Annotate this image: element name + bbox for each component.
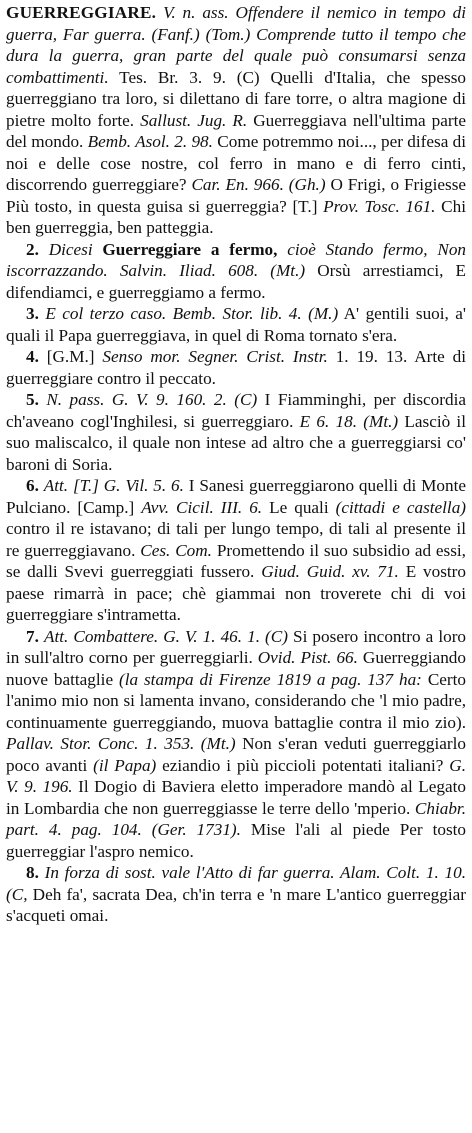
sense-5-quote-2: Lasciò il suo maliscalco, il quale non intese ad altro che a guerreggiarsi co' baroni di Soria. xyxy=(6,411,466,474)
sense-6 xyxy=(6,475,466,626)
quote-car: O Frigi, o Frigiesse Più tosto, in questa guisa si guerreggia? [T.] xyxy=(6,175,467,216)
sense-2-quote: Orsù arrestiamci, E difendiamci, e guerreggiamo a fermo. xyxy=(6,261,467,302)
entry-guerreggiare xyxy=(6,2,466,239)
sense-5-citation: E 6. 18. (Mt.) xyxy=(299,411,399,431)
sense-6-citation-2: Ces. Com. xyxy=(140,540,212,560)
citation-tes-br: Tes. Br. 3. 9. (C) Quelli d'Italia, che spesso guerreggiano tra loro, si dilettano di fare torre, o altra magione di pietre molto forte. xyxy=(6,67,466,130)
sense-5 xyxy=(6,389,466,475)
sense-6-aside: (cittadi e castella) xyxy=(335,497,467,517)
sense-number: 4. xyxy=(26,347,39,366)
sense-6-quote-3: Promettendo il suo subsidio ad essi, se dalli Svevi guerreggiati fussero. xyxy=(6,540,466,581)
sense-5-quote-1: I Fiamminghi, per discordia ch'aveano cogl'Inghilesi, si guerreggiaro. xyxy=(6,390,466,431)
sense-4 xyxy=(6,346,466,389)
grammar-label: V. n. ass. xyxy=(163,3,229,22)
sense-7-aside: (il Papa) xyxy=(93,755,157,775)
sense-7-quote-6: Mise l'ali al piede Per tosto guerreggiar l'aspro nemico. xyxy=(6,820,467,861)
sense-7-quote-1: Si posero incontro a loro in sull'altro corno per guerreggiarli. xyxy=(6,626,467,667)
source-tom: (Tom.) xyxy=(205,24,251,44)
citation-bemb: Bemb. Asol. 2. 98. xyxy=(87,132,213,151)
sense-number: 3. xyxy=(26,304,39,323)
sense-6-gloss: Att. [T.] G. Vil. 5. 6. xyxy=(43,476,184,495)
sense-7-quote-3: Certo l'animo mio non si lamenta invano, considerando che 'l mio padre, continuamente guerreggiando, muova battaglie contra il mio zio). xyxy=(6,669,466,732)
citation-sallust: Sallust. Jug. R. xyxy=(140,110,248,130)
sense-6-citation-3: Giud. Guid. xv. 71. xyxy=(261,562,399,581)
sense-7-citation-2: Pallav. Stor. Conc. 1. 353. (Mt.) xyxy=(6,734,236,753)
sense-2-gloss: cioè Stando fermo, Non iscorrazzando. Salvin. Iliad. 608. (Mt.) xyxy=(6,239,467,280)
sense-number: 7. xyxy=(26,626,39,646)
sense-number: 6. xyxy=(26,476,39,495)
sense-6-quote-2a: Le quali xyxy=(269,497,329,517)
quote-prov-tosc: Chi ben guerreggia, ben patteggia. xyxy=(6,196,466,237)
sense-6-quote-4: E vostro paese rimarrà in pace; chè giammai non troverete chi di voi guerreggiare s'intrametta. xyxy=(6,562,466,624)
sense-8-quote: Deh fa', sacrata Dea, ch'in terra e 'n mare L'antico guerreggiar s'acqueti omai. xyxy=(6,884,467,925)
headword: GUERREGGIARE. xyxy=(6,3,157,22)
quote-sallust: Guerreggiava nell'ultima parte del mondo. xyxy=(6,110,466,151)
sense-2-phrase: Guerreggiare a fermo, xyxy=(102,239,278,259)
sense-7-quote-2: Guerreggiando nuove battaglie xyxy=(6,648,466,689)
sense-7-quote-4a: Non s'eran veduti guerreggiarlo poco avanti xyxy=(6,734,467,775)
sense-7-citation-4: Chiabr. part. 4. pag. 104. (Ger. 1731). xyxy=(6,798,467,839)
tom-note: Comprende tutto il tempo che dura la guerra, gran parte del quale può consumarsi senza combattimenti. xyxy=(6,24,467,87)
sense-7-citation-3: G. V. 9. 196. xyxy=(6,755,466,796)
sense-3-gloss: E col terzo caso. Bemb. Stor. lib. 4. (M.) xyxy=(45,304,339,323)
sense-7-note: (la stampa di Firenze 1819 a pag. 137 ha: xyxy=(118,669,422,689)
definition: Offendere il nemico in tempo di guerra, Far guerra. xyxy=(6,3,467,44)
sense-2 xyxy=(6,239,466,304)
sense-7-quote-4b: eziandio i più piccioli potentati italiani? xyxy=(162,755,444,775)
quote-bemb: Come potremmo noi..., per difesa di noi e delle cose nostre, col ferro in mano e di ferro cinti, discorrendo guerreggiare? xyxy=(6,132,467,194)
sense-7 xyxy=(6,626,466,863)
citation-car: Car. En. 966. (Gh.) xyxy=(191,175,326,194)
sense-number: 5. xyxy=(26,390,39,409)
sense-6-citation-1: Avv. Cicil. III. 6. xyxy=(141,497,263,517)
sense-3-quote: A' gentili suoi, a' quali il Papa guerreggiava, in quel di Roma tornato s'era. xyxy=(6,304,466,345)
sense-4-quote: 1. 19. 13. Arte di guerreggiare contro il peccato. xyxy=(6,347,467,388)
sense-6-quote-1: I Sanesi guerreggiarono quelli di Monte Pulciano. [Camp.] xyxy=(6,476,466,517)
sense-4-editor: [G.M.] xyxy=(46,347,95,366)
sense-8 xyxy=(6,862,466,927)
sense-5-gloss: N. pass. G. V. 9. 160. 2. (C) xyxy=(46,390,258,409)
sense-6-quote-2b: contro il re istavano; di tali per lungo tempo, di tali al presente il re guerreggiavano. xyxy=(6,519,466,560)
sense-3 xyxy=(6,303,466,346)
sense-8-gloss: In forza di sost. vale l'Atto di far guerra. Alam. Colt. 1. 10. (C, xyxy=(6,863,466,904)
sense-7-gloss: Att. Combattere. G. V. 1. 46. 1. (C) xyxy=(43,626,288,646)
sense-7-quote-5: Il Dogio di Baviera eletto imperadore mandò al Legato in Lombardia che non guerreggiasse le terre dello 'mperio. xyxy=(6,777,466,818)
sense-7-citation-1: Ovid. Pist. 66. xyxy=(257,648,358,667)
sense-number: 2. xyxy=(26,239,39,259)
sense-4-gloss: Senso mor. Segner. Crist. Instr. xyxy=(102,347,328,366)
sense-number: 8. xyxy=(26,863,39,882)
source-fanf: (Fanf.) xyxy=(151,24,200,44)
citation-prov-tosc: Prov. Tosc. 161. xyxy=(323,196,436,216)
sense-2-intro: Dicesi xyxy=(48,239,93,259)
